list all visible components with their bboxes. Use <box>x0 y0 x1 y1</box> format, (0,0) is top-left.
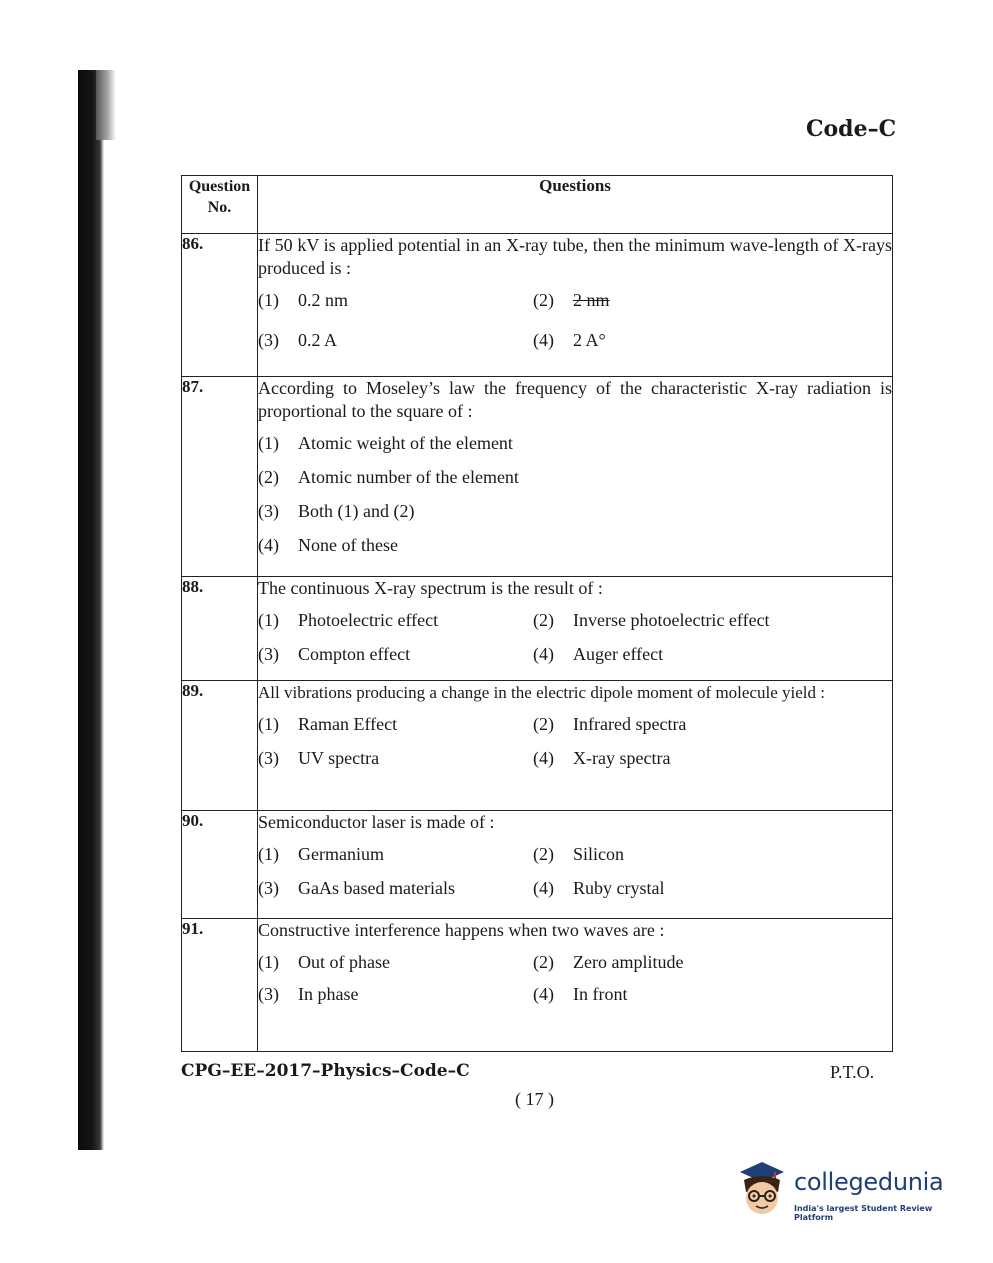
option: (2) Zero amplitude <box>533 952 684 972</box>
option: (1) Germanium <box>258 844 384 864</box>
option: (4) None of these <box>258 535 398 555</box>
question-row <box>182 234 893 377</box>
question-row <box>182 377 893 577</box>
question-number: 88. <box>182 577 258 681</box>
option: (4) Ruby crystal <box>533 878 665 898</box>
option: (1) Photoelectric effect <box>258 610 439 630</box>
question-number: 87. <box>182 377 258 577</box>
scan-edge-torn <box>96 70 116 140</box>
question-stem: Semiconductor laser is made of : <box>258 812 495 832</box>
option: (4) X-ray spectra <box>533 748 671 768</box>
question-row <box>182 577 893 681</box>
option: (1) Out of phase <box>258 952 390 972</box>
column-header-question-no <box>182 176 258 234</box>
option: (2) Inverse photoelectric effect <box>533 610 770 630</box>
option: (2) Silicon <box>533 844 625 864</box>
option-struck: (2) 2 nm <box>533 290 610 310</box>
question-number: 91. <box>182 919 258 1052</box>
question-stem: The continuous X-ray spectrum is the result of : <box>258 578 603 598</box>
question-stem: Constructive interference happens when two waves are : <box>258 920 665 940</box>
paper-code: Code–C <box>806 116 897 142</box>
question-row <box>182 811 893 919</box>
option: (4) 2 A° <box>533 330 606 350</box>
pto-label: P.T.O. <box>830 1062 875 1082</box>
page-number: ( 17 ) <box>515 1089 554 1109</box>
question-row <box>182 919 893 1052</box>
brand-name: collegedunia <box>794 1168 944 1196</box>
question-number: 90. <box>182 811 258 919</box>
option: (3) Both (1) and (2) <box>258 501 415 521</box>
question-cell <box>258 919 893 1052</box>
question-number: 86. <box>182 234 258 377</box>
option: (3) 0.2 A <box>258 330 338 350</box>
option: (1) 0.2 nm <box>258 290 349 310</box>
collegedunia-logo <box>734 1158 964 1222</box>
graduate-mascot-icon <box>734 1158 790 1222</box>
option-grid <box>258 952 892 1004</box>
option: (3) UV spectra <box>258 748 380 768</box>
option: (2) Infrared spectra <box>533 714 687 734</box>
option: (3) In phase <box>258 984 359 1004</box>
question-row <box>182 681 893 811</box>
question-stem: According to Moseley’s law the frequency of the characteristic X-ray radiation is proportional to the square of : <box>258 378 892 421</box>
scan-edge-shadow <box>78 70 104 1150</box>
option: (4) Auger effect <box>533 644 664 664</box>
question-table <box>181 175 893 1052</box>
paper-identifier: CPG–EE–2017–Physics–Code–C <box>181 1061 470 1081</box>
option: (1) Raman Effect <box>258 714 398 734</box>
option-grid <box>258 844 892 898</box>
question-stem: All vibrations producing a change in the electric dipole moment of molecule yield : <box>258 683 825 702</box>
col-no-label: Question No. <box>188 178 251 216</box>
question-cell <box>258 681 893 811</box>
option-list <box>258 433 892 555</box>
option: (4) In front <box>533 984 628 1004</box>
option-grid <box>258 610 892 664</box>
question-number: 89. <box>182 681 258 811</box>
question-cell <box>258 811 893 919</box>
option: (3) GaAs based materials <box>258 878 455 898</box>
question-cell <box>258 577 893 681</box>
option: (2) Atomic number of the element <box>258 467 519 487</box>
question-cell <box>258 377 893 577</box>
brand-tagline: India's largest Student Review Platform <box>794 1204 933 1222</box>
option: (3) Compton effect <box>258 644 411 664</box>
question-stem: If 50 kV is applied potential in an X-ray tube, then the minimum wave-length of X-rays produced is : <box>258 235 892 278</box>
column-header-questions <box>258 176 893 234</box>
option-grid <box>258 714 892 768</box>
option-grid <box>258 290 892 350</box>
question-cell <box>258 234 893 377</box>
col-q-label: Questions <box>539 176 611 195</box>
option: (1) Atomic weight of the element <box>258 433 513 453</box>
